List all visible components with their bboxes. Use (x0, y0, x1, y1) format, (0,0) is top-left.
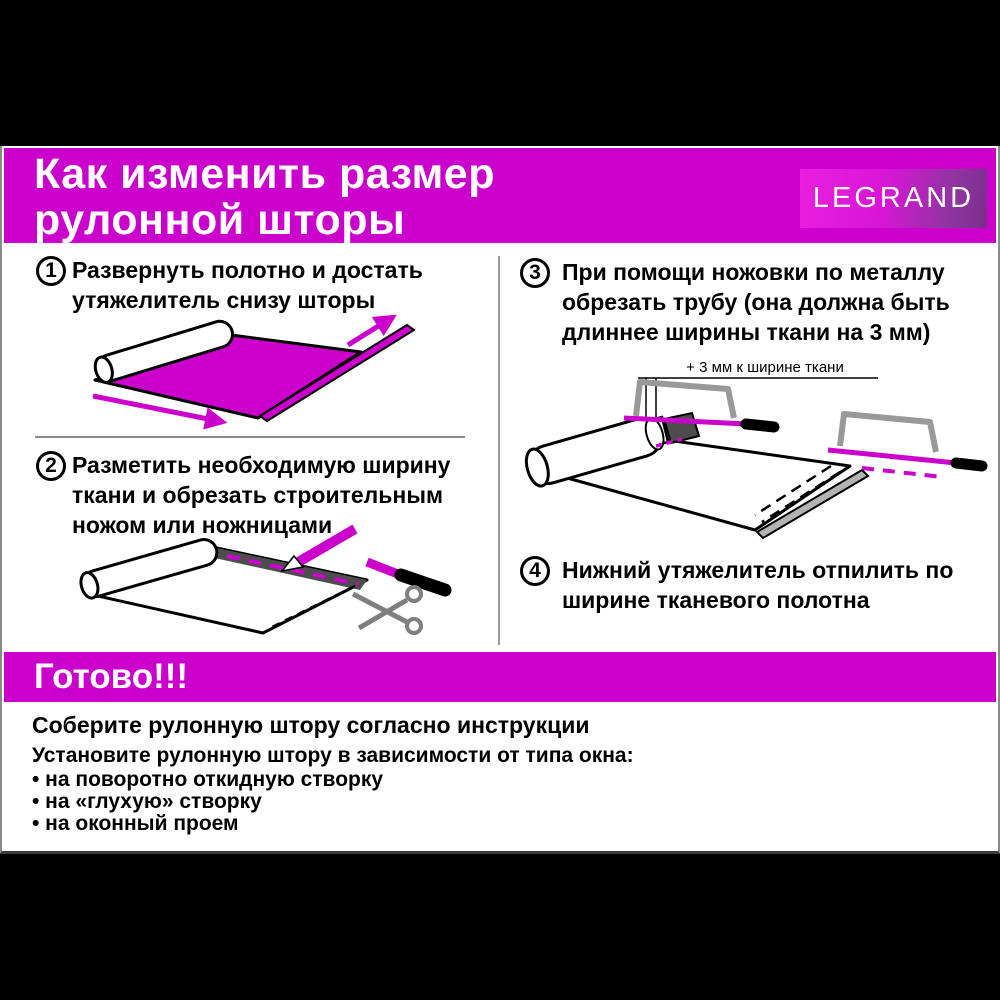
step4-text-line: ширине тканевого полотна (562, 587, 870, 613)
footer-bullet-item: • на поворотно откидную створку (32, 768, 384, 791)
footer-install-instruction: Установите рулонную штору в зависимости от типа окна: (32, 744, 634, 767)
page-title-line2: рулонной шторы (34, 196, 406, 244)
page-title (34, 151, 495, 243)
step1-step2-divider (35, 436, 465, 438)
step4-text (562, 555, 953, 615)
footer-bullet-item: • на оконный проем (32, 812, 239, 835)
step2-marking-illustration (55, 520, 475, 650)
step1-number-badge: 1 (36, 256, 66, 286)
page-title-line1: Как изменить размер (34, 150, 495, 198)
step2-text-line: ножом или ножницами (72, 512, 333, 538)
legrand-logo: LEGRAND (800, 169, 987, 228)
step2-number-badge: 2 (36, 451, 66, 481)
step3-text-line: обрезать трубу (она должна быть (562, 289, 950, 315)
step2-text-line: ткани и обрезать строительным (72, 482, 443, 508)
step2-text-line: Разметить необходимую ширину (72, 452, 451, 478)
step1-unroll-illustration (55, 296, 475, 436)
hacksaw-icon (828, 414, 982, 477)
step1-text-line: Развернуть полотно и достать (72, 257, 423, 283)
pencil-icon (295, 529, 355, 564)
done-banner: Готово!!! (4, 652, 996, 702)
step3-text-line: длиннее ширины ткани на 3 мм) (562, 319, 931, 345)
measurement-label: + 3 мм к ширине ткани (686, 359, 844, 376)
step3-number-badge: 3 (520, 258, 550, 288)
step3-text (562, 257, 950, 347)
step4-text-line: Нижний утяжелитель отпилить по (562, 557, 954, 583)
column-divider (498, 256, 500, 645)
step3-sawing-illustration (510, 356, 990, 548)
scissors-icon (353, 587, 421, 633)
footer-assemble-instruction: Соберите рулонную штору согласно инструкции (32, 712, 590, 738)
footer-bullet-item: • на «глухую» створку (32, 790, 262, 813)
step1-text-line: утяжелитель снизу шторы (72, 287, 376, 313)
step4-number-badge: 4 (520, 556, 550, 586)
step3-text-line: При помощи ножовки по металлу (562, 259, 945, 285)
